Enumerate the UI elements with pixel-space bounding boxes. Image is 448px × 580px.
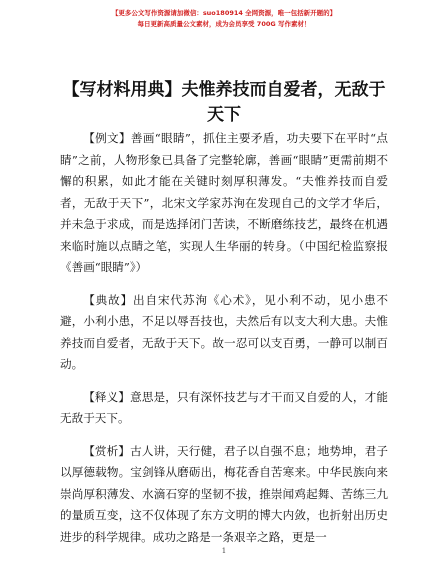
paragraph-appreciation: 【赏析】古人讲，天行健，君子以自强不息；地势坤，君子以厚德载物。宝剑锋从磨砺出，梅花香自苦寒来。中华民族向来崇尚厚积薄发、水滴石穿的坚韧不拔，推崇闻鸡起舞、苦练三九的量质互变，这不仅体现了东方文明的博大内敛，也折射出历史进步的科学规律。成功之路是一条艰辛之路，更是一	[60, 443, 388, 544]
paragraph-example: 【例文】善画“眼睛”，抓住主要矛盾，功夫要下在平时“点睛”之前，人物形象已具备了完整轮廓，善画“眼睛”更需前期不懈的积累，如此才能在关键时刻厚积薄发。“夫惟养技而自爱者，无敌于天下”，北宋文学家苏洵在发现自己的文学才华后，并未急于求成，而是选择闭门苦读，不断磨练技艺，最终在机遇来临时施以点睛之笔，实现人生华丽的转身。（中国纪检监察报《善画“眼睛”》）	[60, 131, 388, 274]
paragraph-meaning: 【释义】意思是，只有深怀技艺与才干而又自爱的人，才能无敌于天下。	[60, 389, 388, 425]
header-banner	[0, 8, 448, 30]
page-title: 【写材料用典】夫惟养技而自爱者，无敌于天下	[62, 80, 386, 125]
page-number: 1	[221, 547, 227, 555]
banner-line-1: 【更多公文写作资源请加微信：suo180914 全网资源，唯一包括新开题的】	[111, 9, 337, 17]
banner-line-2: 每日更新高质量公文素材，成为会员享受 700G 写作素材！	[137, 20, 311, 28]
paragraph-allusion: 【典故】出自宋代苏洵《心术》，见小利不动，见小患不避，小利小患，不足以辱吾技也，夫然后有以支大利大患。夫惟养技而自爱者，无敌于天下。故一忍可以支百勇，一静可以制百动。	[60, 292, 388, 371]
article-body	[60, 128, 388, 559]
